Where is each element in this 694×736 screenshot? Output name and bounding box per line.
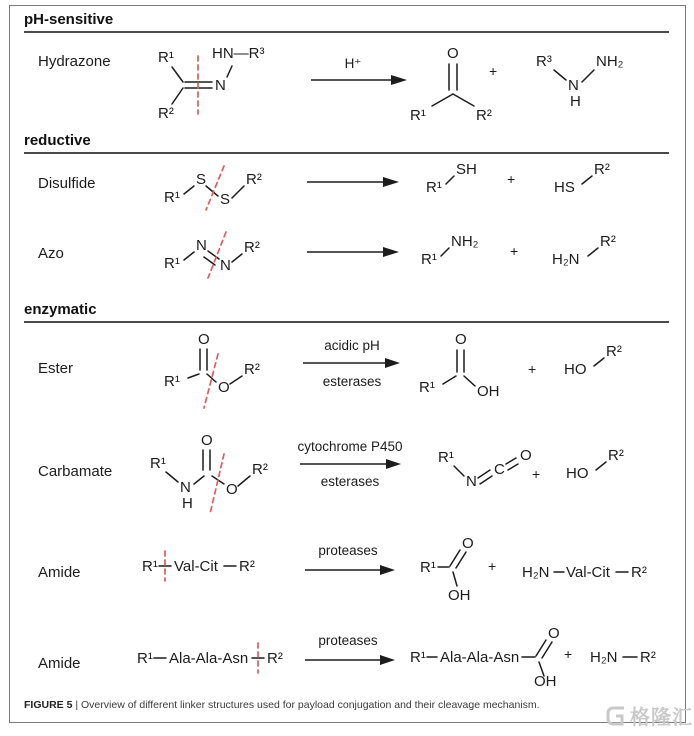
atom-label: R¹: [426, 179, 442, 196]
reaction-arrow-carbamate: [288, 436, 413, 492]
atom-label: O: [218, 379, 230, 396]
alaalaasn-acid-product: [408, 622, 583, 694]
atom-label: R¹: [137, 650, 153, 667]
thiol-product-r2: [548, 152, 643, 200]
ester-structure: [158, 328, 288, 416]
reaction-arrow-proteases: [300, 540, 400, 578]
atom-label: H₂N: [552, 251, 580, 268]
peptide-label: Ala-Ala-Asn: [440, 649, 520, 666]
amine-product-r2: [588, 640, 683, 672]
atom-label: R²: [239, 558, 255, 575]
atom-label: R²: [246, 171, 262, 188]
isocyanate-product: [432, 436, 562, 498]
cleavage-line: [210, 454, 224, 514]
hydrazine-product: [528, 46, 646, 108]
atom-label: H₂N: [590, 649, 618, 666]
amine-product-r1: [415, 222, 515, 272]
atom-label: SH: [456, 161, 477, 178]
atom-label: R²: [600, 233, 616, 250]
atom-label: O: [520, 447, 532, 464]
plus-sign: +: [532, 466, 541, 482]
arrow-label: H⁺: [344, 56, 362, 71]
reaction-arrow: [303, 242, 403, 262]
arrow-label: proteases: [318, 633, 378, 648]
amine-product-r2: [548, 222, 648, 272]
atom-label: OH: [534, 673, 557, 690]
plus-sign: +: [564, 646, 573, 662]
atom-label: N: [220, 257, 231, 274]
atom-label: HO: [566, 465, 589, 482]
arrow-label: esterases: [320, 474, 380, 489]
atom-label: OH: [448, 587, 471, 604]
section-rule-enzymatic: [24, 321, 669, 323]
thiol-product-r1: [420, 152, 510, 200]
peptide-label: Val-Cit: [174, 558, 218, 575]
atom-label: R¹: [419, 379, 435, 396]
peptide-label: Ala-Ala-Asn: [169, 650, 249, 667]
atom-label: R¹: [410, 107, 426, 124]
arrow-label: esterases: [322, 374, 382, 389]
row-label-azo: Azo: [38, 245, 64, 262]
reaction-arrow-hplus: [305, 52, 410, 88]
atom-label: S: [196, 171, 207, 188]
atom-label: N: [196, 237, 207, 254]
atom-label: R²: [640, 649, 656, 666]
atom-label: R²: [594, 161, 610, 178]
atom-label: O: [462, 535, 474, 552]
carbamate-structure: [142, 432, 307, 527]
row-label-disulfide: Disulfide: [38, 175, 96, 192]
atom-label: NH₂: [596, 53, 624, 70]
atom-label: NH₂: [451, 233, 479, 250]
plus-sign: +: [488, 558, 497, 574]
atom-label: R²: [631, 564, 647, 581]
atom-label: O: [201, 432, 213, 449]
row-label-amide2: Amide: [38, 655, 81, 672]
atom-label: S: [220, 191, 231, 208]
atom-label: R²: [608, 447, 624, 464]
atom-label: O: [548, 625, 560, 642]
carboxylic-acid-product: [405, 328, 520, 413]
peptide-label: Val-Cit: [566, 564, 610, 581]
atom-label: O: [447, 45, 459, 62]
plus-sign: +: [510, 243, 519, 259]
ketone-product: [398, 42, 510, 124]
atom-label: R¹: [142, 558, 158, 575]
atom-label: R¹: [421, 251, 437, 268]
atom-label: R¹: [438, 449, 454, 466]
atom-label: R²: [158, 105, 174, 122]
row-label-hydrazone: Hydrazone: [38, 53, 111, 70]
section-header-reductive: reductive: [24, 132, 91, 149]
acid-product-angled: [416, 536, 516, 602]
figure-caption-separator: |: [75, 699, 79, 711]
arrow-label: cytochrome P450: [297, 439, 403, 454]
atom-label: R¹: [158, 49, 174, 66]
disulfide-structure: [158, 158, 293, 220]
figure-caption-text: Overview of different linker structures used for payload conjugation and their cleavage mechanism.: [81, 699, 540, 711]
alcohol-product: [558, 338, 658, 386]
azo-structure: [158, 224, 298, 282]
valcit-amine-product: [520, 556, 685, 586]
atom-label: HO: [564, 361, 587, 378]
atom-label: OH: [477, 383, 500, 400]
atom-label: H: [570, 93, 581, 110]
valcit-amide-structure: [138, 545, 293, 585]
row-label-amide1: Amide: [38, 564, 81, 581]
atom-label: N: [466, 473, 477, 490]
watermark: [604, 701, 693, 730]
atom-label: R²: [476, 107, 492, 124]
figure-caption: [24, 699, 669, 711]
plus-sign: +: [489, 63, 498, 79]
atom-label: C: [494, 461, 505, 478]
atom-label: N: [568, 77, 579, 94]
atom-label: R³: [536, 53, 552, 70]
hydrazone-structure: [148, 40, 283, 122]
atom-label: R²: [252, 461, 268, 478]
arrow-label: proteases: [318, 543, 378, 558]
row-label-carbamate: Carbamate: [38, 463, 113, 480]
section-rule-ph: [24, 31, 669, 33]
atom-label: O: [226, 481, 238, 498]
atom-label: H: [182, 495, 193, 512]
atom-label: R¹: [164, 255, 180, 272]
atom-label: H₂N: [522, 564, 550, 581]
atom-label: N: [215, 77, 226, 94]
plus-sign: +: [507, 171, 516, 187]
atom-label: R¹: [410, 649, 426, 666]
atom-label: R²: [606, 343, 622, 360]
reaction-arrow-ester: [295, 334, 410, 392]
plus-sign: +: [528, 361, 537, 377]
atom-label: R²: [244, 361, 260, 378]
section-header-enzymatic: enzymatic: [24, 301, 97, 318]
atom-label: HS: [554, 179, 575, 196]
atom-label: R²: [267, 650, 283, 667]
alaalaasn-amide-structure: [135, 637, 310, 677]
atom-label: HN—R³: [212, 45, 265, 62]
alcohol-product: [560, 442, 660, 490]
watermark-text: 格隆汇: [630, 707, 693, 729]
atom-label: N: [180, 479, 191, 496]
arrow-label: acidic pH: [324, 338, 380, 353]
atom-label: O: [455, 331, 467, 348]
atom-label: R¹: [164, 373, 180, 390]
atom-label: R²: [244, 239, 260, 256]
reaction-arrow-proteases: [300, 630, 400, 668]
figure-caption-tag: FIGURE 5: [24, 699, 73, 711]
atom-label: O: [198, 331, 210, 348]
atom-label: R¹: [420, 559, 436, 576]
watermark-logo-icon: [604, 704, 628, 728]
atom-label: R¹: [150, 455, 166, 472]
reaction-arrow: [303, 172, 403, 192]
section-header-ph-sensitive: pH-sensitive: [24, 11, 114, 28]
atom-label: R¹: [164, 189, 180, 206]
row-label-ester: Ester: [38, 360, 74, 377]
